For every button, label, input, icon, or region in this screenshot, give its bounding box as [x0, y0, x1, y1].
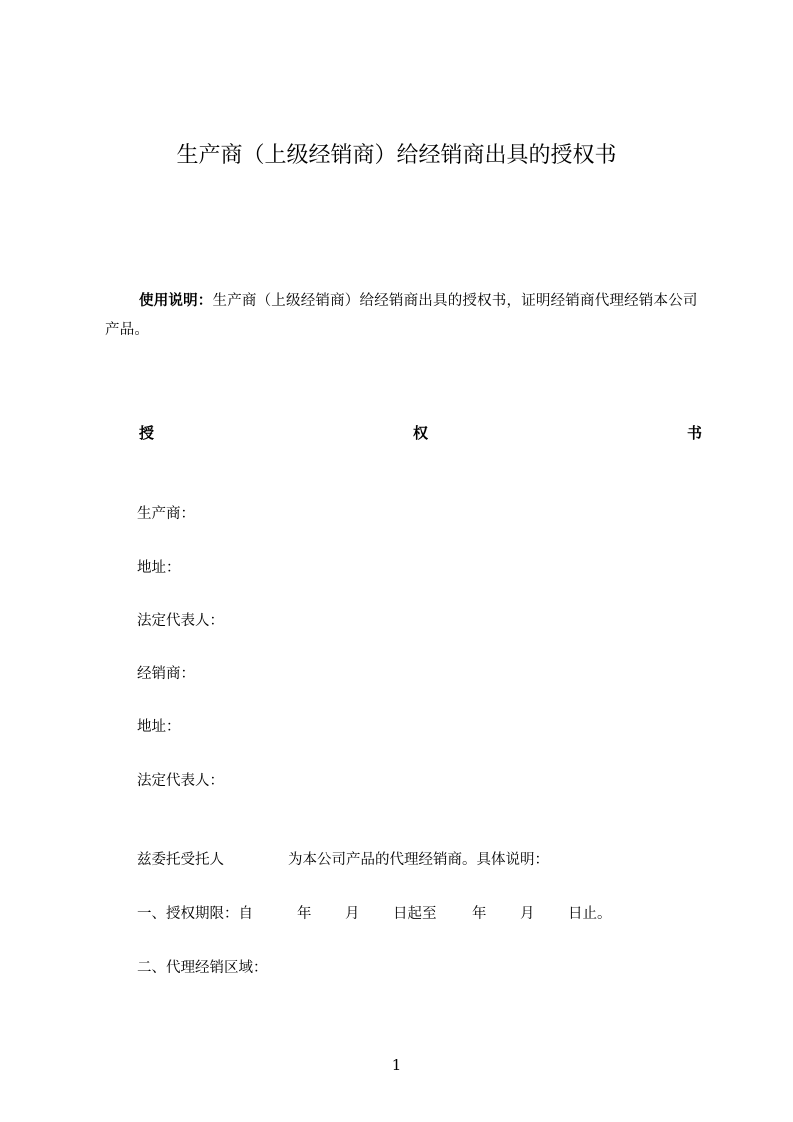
period-end-month: 月	[520, 906, 535, 922]
dealer-legal-rep-label: 法定代表人：	[137, 773, 224, 789]
dealer-label: 经销商：	[137, 666, 195, 682]
period-start-year: 年	[297, 906, 312, 922]
period-end-day: 日止。	[568, 906, 612, 922]
usage-note	[105, 287, 705, 345]
period-start-day-to: 日起至	[393, 906, 437, 922]
page-number: 1	[391, 1056, 402, 1074]
period-end-year: 年	[472, 906, 487, 922]
heading-char-1: 授	[139, 424, 155, 442]
period-start-month: 月	[345, 906, 360, 922]
manufacturer-label: 生产商：	[137, 506, 195, 522]
region-label: 二、代理经销区域：	[137, 960, 268, 976]
document-title: 生产商（上级经销商）给经销商出具的授权书	[176, 143, 617, 168]
usage-text: 生产商（上级经销商）给经销商出具的授权书，证明经销商代理经销本公司产品。	[105, 293, 698, 338]
entrust-statement	[137, 849, 549, 871]
dealer-address-label: 地址：	[137, 719, 181, 735]
manufacturer-address-label: 地址：	[137, 560, 181, 576]
usage-label: 使用说明：	[139, 293, 213, 309]
heading-char-3: 书	[686, 424, 702, 442]
entrust-suffix: 为本公司产品的代理经销商。具体说明：	[288, 852, 549, 868]
authorization-heading	[139, 421, 702, 445]
heading-char-2: 权	[412, 424, 428, 442]
period-label: 一、授权期限：自	[137, 906, 253, 922]
manufacturer-legal-rep-label: 法定代表人：	[137, 613, 224, 629]
entrust-prefix: 兹委托受托人	[137, 852, 224, 868]
